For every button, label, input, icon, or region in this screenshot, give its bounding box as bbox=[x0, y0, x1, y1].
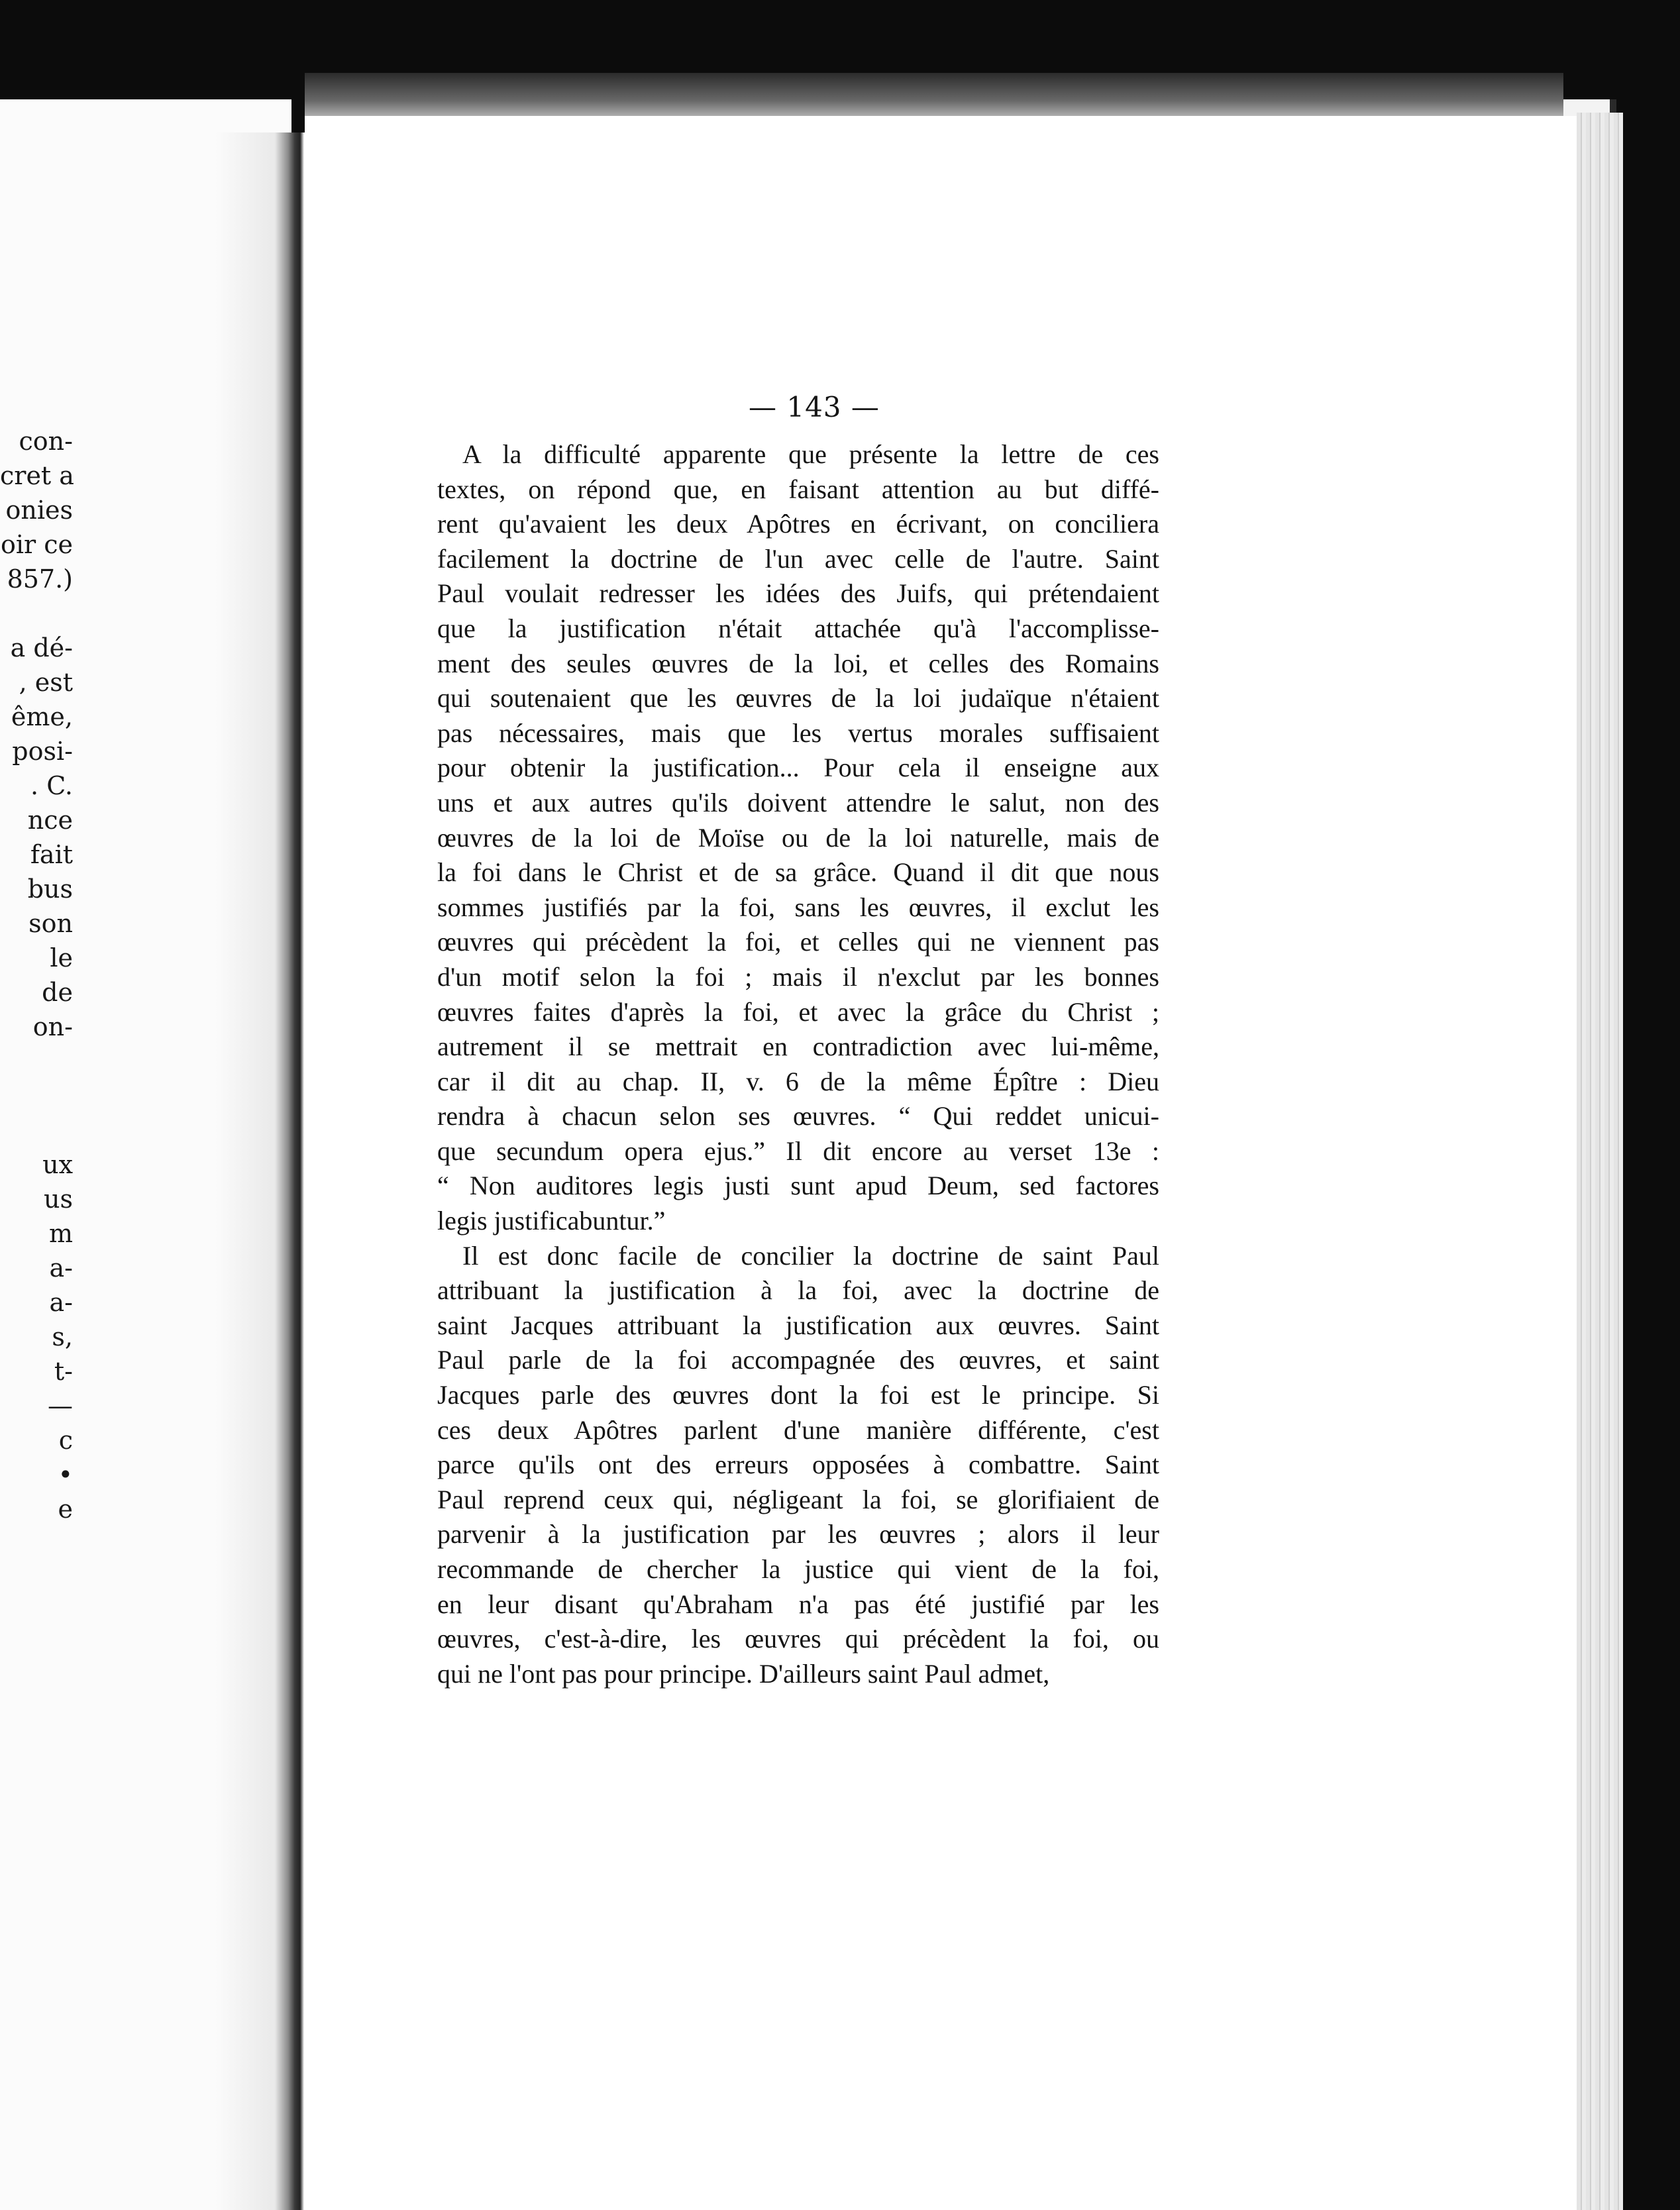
text-line: recommande de chercher la justice qui vient de la foi, bbox=[437, 1554, 1159, 1584]
left-fragment-line: le bbox=[50, 943, 73, 973]
left-fragment-line: posi- bbox=[12, 737, 73, 766]
text-line: legis justificabuntur.” bbox=[437, 1206, 666, 1236]
text-line: œuvres faites d'après la foi, et avec la grâce du Christ ; bbox=[437, 996, 1159, 1027]
text-line: que secundum opera ejus.” Il dit encore au verset 13e : bbox=[437, 1135, 1159, 1166]
text-line: qui ne l'ont pas pour principe. D'ailleurs saint Paul admet, bbox=[437, 1658, 1050, 1689]
text-line: ment des seules œuvres de la loi, et celles des Romains bbox=[437, 648, 1159, 678]
left-fragment-line: ême, bbox=[11, 702, 73, 731]
text-line: qui soutenaient que les œuvres de la loi judaïque n'étaient bbox=[437, 683, 1159, 713]
left-fragment-line: son bbox=[28, 909, 73, 938]
text-line: saint Jacques attribuant la justification aux œuvres. Saint bbox=[437, 1310, 1159, 1340]
previous-page-text-fragments bbox=[0, 424, 73, 1526]
page-body-text bbox=[437, 437, 1159, 1691]
left-fragment-line: cret a bbox=[0, 461, 74, 490]
text-line: A la difficulté apparente que présente la lettre de ces bbox=[462, 439, 1159, 469]
text-line: parvenir à la justification par les œuvres ; alors il leur bbox=[437, 1519, 1159, 1550]
left-fragment-line: a- bbox=[49, 1288, 73, 1317]
text-line: d'un motif selon la foi ; mais il n'exclut par les bonnes bbox=[437, 961, 1159, 992]
left-fragment-line: a- bbox=[49, 1253, 73, 1283]
text-line: œuvres, c'est-à-dire, les œuvres qui précèdent la foi, ou bbox=[437, 1624, 1159, 1654]
text-line: la foi dans le Christ et de sa grâce. Quand il dit que nous bbox=[437, 857, 1159, 888]
text-line: Paul voulait redresser les idées des Juifs, qui prétendaient bbox=[437, 578, 1159, 609]
text-line: facilement la doctrine de l'un avec celle de l'autre. Saint bbox=[437, 543, 1159, 574]
text-line: autrement il se mettrait en contradiction avec lui-même, bbox=[437, 1031, 1159, 1062]
left-fragment-line: de bbox=[42, 978, 73, 1007]
page-number: — 143 — bbox=[749, 391, 880, 423]
left-fragment-line: — bbox=[48, 1391, 73, 1420]
page-fore-edge bbox=[1577, 113, 1623, 2210]
text-line: que la justification n'était attachée qu'à l'accomplisse- bbox=[437, 613, 1159, 643]
left-fragment-line bbox=[0, 596, 73, 631]
text-line: ces deux Apôtres parlent d'une manière différente, c'est bbox=[437, 1414, 1159, 1445]
text-line: rent qu'avaient les deux Apôtres en écrivant, on conciliera bbox=[437, 509, 1159, 539]
text-line: Paul reprend ceux qui, négligeant la foi, se glorifiaient de bbox=[437, 1484, 1159, 1514]
left-fragment-line: . C. bbox=[30, 771, 73, 800]
left-fragment-line bbox=[0, 1079, 73, 1113]
left-fragment-line bbox=[0, 1044, 73, 1079]
left-fragment-line: oir ce bbox=[0, 530, 73, 559]
text-line: en leur disant qu'Abraham n'a pas été justifié par les bbox=[437, 1589, 1159, 1619]
left-fragment-line: 857.) bbox=[7, 564, 73, 594]
left-fragment-line: s, bbox=[52, 1322, 73, 1351]
text-line: “ Non auditores legis justi sunt apud Deum, sed factores bbox=[437, 1171, 1159, 1201]
left-fragment-line: ux bbox=[42, 1150, 73, 1179]
left-fragment-line: c bbox=[58, 1426, 73, 1455]
text-line: pas nécessaires, mais que les vertus morales suffisaient bbox=[437, 717, 1159, 748]
text-line: Jacques parle des œuvres dont la foi est le principe. Si bbox=[437, 1380, 1159, 1410]
left-fragment-line: t- bbox=[54, 1357, 73, 1386]
left-fragment-line: con- bbox=[19, 427, 73, 456]
left-fragment-line: us bbox=[44, 1184, 73, 1214]
left-fragment-line: fait bbox=[30, 840, 73, 869]
text-line: attribuant la justification à la foi, avec la doctrine de bbox=[437, 1275, 1159, 1306]
text-line: œuvres qui précèdent la foi, et celles qui ne viennent pas bbox=[437, 927, 1159, 957]
left-fragment-line: • bbox=[58, 1460, 73, 1489]
left-fragment-line: on- bbox=[32, 1012, 73, 1041]
book-gutter bbox=[215, 132, 315, 2210]
left-fragment-line: nce bbox=[27, 806, 73, 835]
text-line: uns et aux autres qu'ils doivent attendre le salut, non des bbox=[437, 787, 1159, 817]
left-fragment-line: m bbox=[48, 1219, 73, 1248]
page-top-shadow bbox=[305, 73, 1563, 119]
text-line: sommes justifiés par la foi, sans les œuvres, il exclut les bbox=[437, 892, 1159, 922]
text-line: parce qu'ils ont des erreurs opposées à combattre. Saint bbox=[437, 1449, 1159, 1480]
text-line: pour obtenir la justification... Pour cela il enseigne aux bbox=[437, 753, 1159, 783]
text-line: textes, on répond que, en faisant attention au but diffé- bbox=[437, 474, 1159, 504]
left-fragment-line: e bbox=[58, 1495, 73, 1524]
text-line: Paul parle de la foi accompagnée des œuvres, et saint bbox=[437, 1345, 1159, 1375]
text-line: car il dit au chap. II, v. 6 de la même Épître : Dieu bbox=[437, 1066, 1159, 1096]
text-line: Il est donc facile de concilier la doctrine de saint Paul bbox=[462, 1240, 1159, 1271]
text-line: œuvres de la loi de Moïse ou de la loi naturelle, mais de bbox=[437, 822, 1159, 853]
left-fragment-line: a dé- bbox=[10, 633, 73, 662]
left-fragment-line bbox=[0, 1113, 73, 1147]
left-fragment-line: , est bbox=[19, 668, 73, 697]
text-line: rendra à chacun selon ses œuvres. “ Qui reddet unicui- bbox=[437, 1101, 1159, 1131]
left-fragment-line: bus bbox=[27, 874, 73, 904]
left-fragment-line: onies bbox=[5, 496, 73, 525]
